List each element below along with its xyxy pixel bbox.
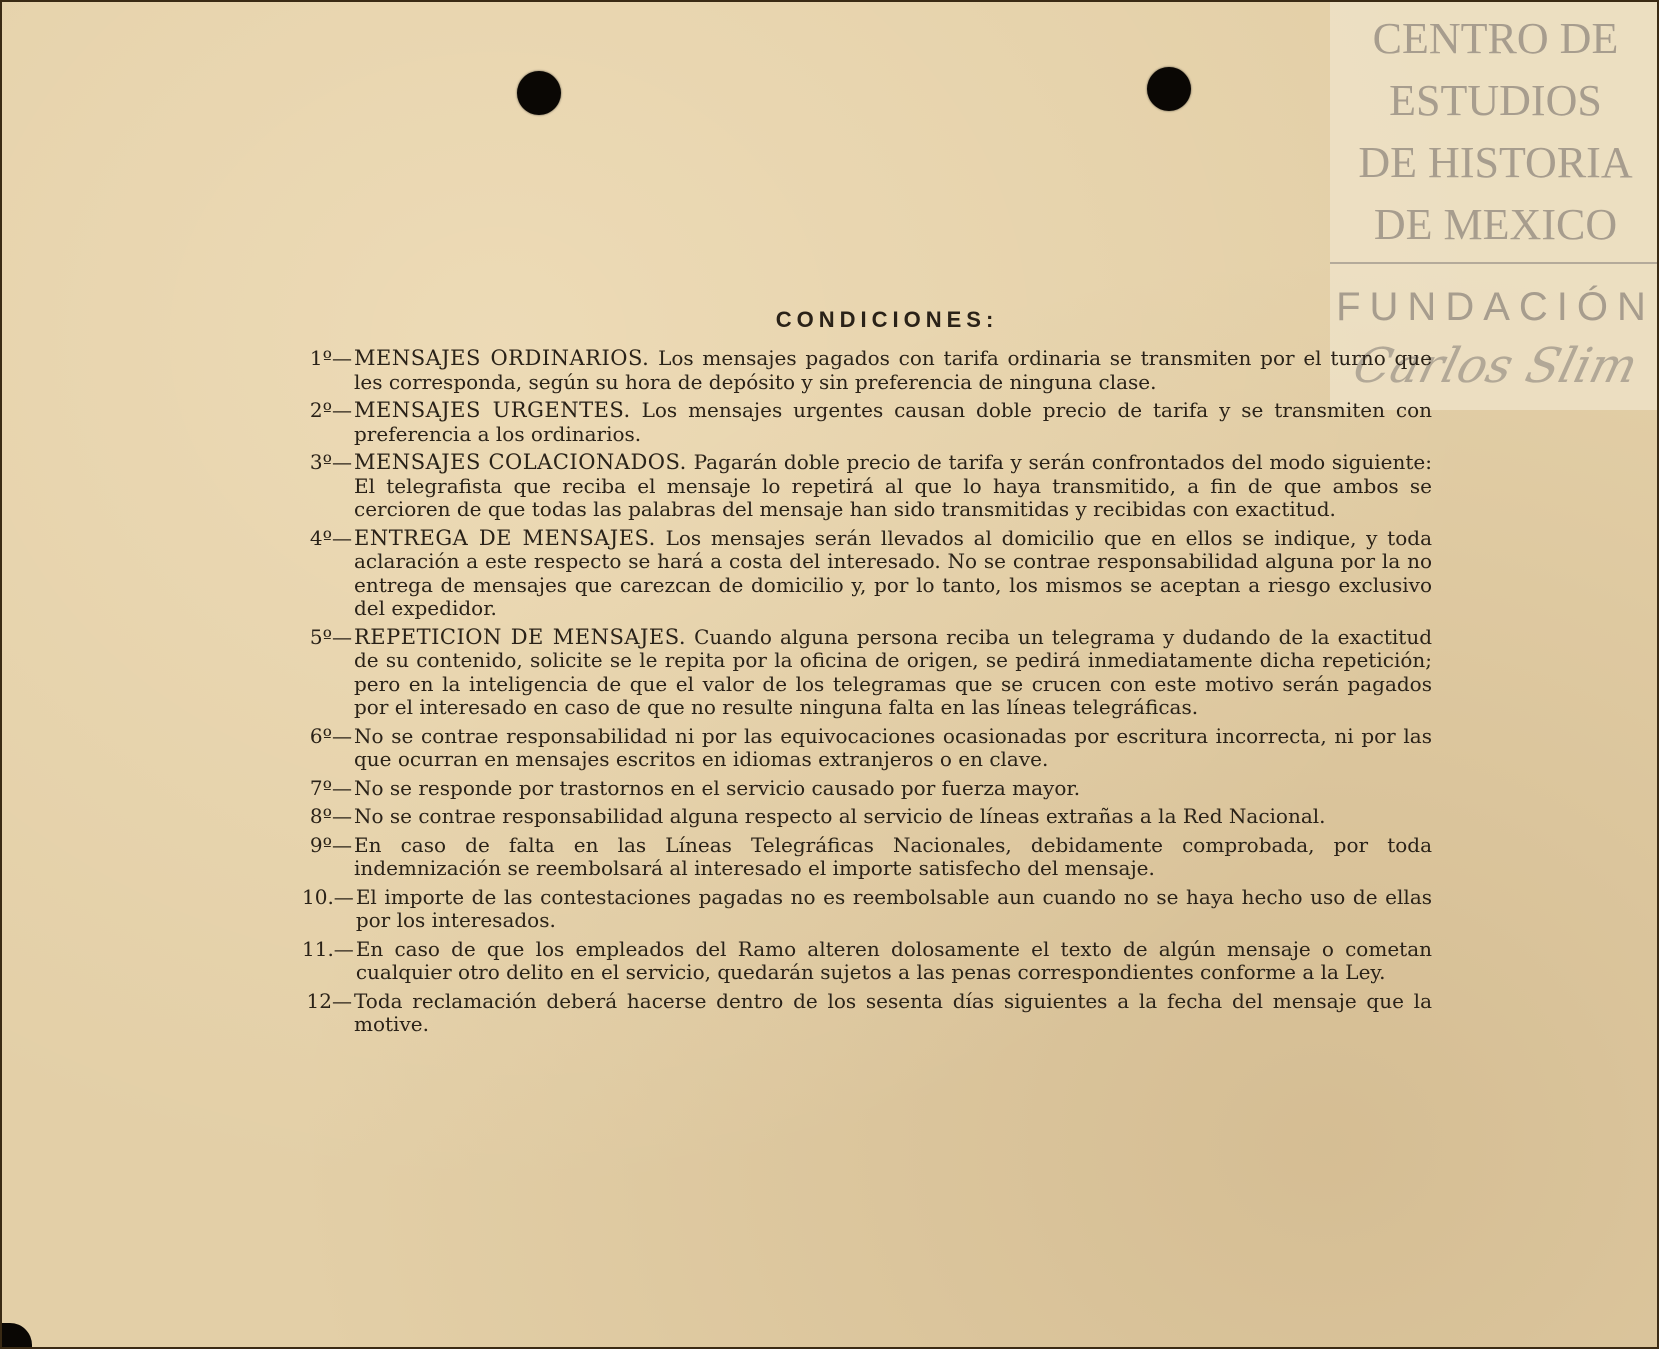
condition-title: REPETICION DE MENSAJES.: [354, 624, 687, 649]
condition-title: MENSAJES URGENTES.: [354, 398, 631, 422]
condition-item: [302, 834, 1432, 881]
condition-body: [354, 725, 1432, 772]
condition-number: 7º—: [309, 775, 352, 800]
condition-body: [354, 399, 1432, 446]
condition-number: 1º—: [309, 346, 352, 370]
condition-text: Los mensajes urgentes causan doble precio de tarifa y se transmiten con preferencia a los ordinarios.: [354, 398, 1433, 446]
condition-number: 6º—: [309, 723, 352, 748]
condition-item: [302, 777, 1432, 801]
condition-item: [302, 527, 1432, 621]
condition-number: 5º—: [309, 624, 352, 649]
conditions-section: [302, 307, 1432, 1042]
condition-body: [354, 777, 1432, 801]
condition-body: [356, 938, 1432, 985]
condition-number: 12—: [306, 988, 352, 1013]
condition-number: 8º—: [309, 804, 352, 828]
condition-item: [302, 805, 1432, 829]
condition-item: [302, 938, 1432, 985]
condition-text: Toda reclamación deberá hacerse dentro de los sesenta días siguientes a la fecha del mensaje que la motive.: [354, 988, 1432, 1036]
condition-number: 2º—: [309, 398, 352, 422]
condition-number: 4º—: [309, 525, 352, 550]
watermark-line: CENTRO DE: [1372, 14, 1619, 63]
condition-item: [302, 626, 1432, 720]
watermark-line: DE MEXICO: [1373, 200, 1618, 249]
condition-number: 9º—: [309, 832, 352, 857]
condition-text: En caso de falta en las Líneas Telegráficas Nacionales, debidamente comprobada, por toda indemnización se reembolsará al interesado el importe satisfecho del mensaje.: [354, 832, 1432, 880]
condition-text: No se contrae responsabilidad ni por las equivocaciones ocasionadas por escritura incorrecta, ni por las que ocurran en mensajes escritos en idiomas extranjeros o en clave.: [354, 723, 1432, 771]
condition-number: 11.—: [302, 936, 354, 961]
condition-item: [302, 347, 1432, 394]
condition-text: Pagarán doble precio de tarifa y serán confrontados del modo siguiente: El telegrafista que reciba el mensaje lo repetirá al que lo haya transmitido, a fin de que ambos se cercioren de que todas las palabras del mensaje han sido transmitidas y recibidas con exactitud.: [354, 450, 1433, 521]
condition-body: [354, 527, 1432, 621]
condition-text: Los mensajes serán llevados al domicilio que en ellos se indique, y toda aclaración a este respecto se hará a costa del interesado. No se contrae responsabilidad alguna por la no entrega de mensajes que carezcan de domicilio y, por lo tanto, los mismos se aceptan a riesgo exclusivo del expedidor.: [354, 525, 1432, 620]
condition-title: MENSAJES COLACIONADOS.: [354, 450, 687, 474]
condition-title: ENTREGA DE MENSAJES.: [354, 525, 656, 550]
condition-text: Los mensajes pagados con tarifa ordinaria se transmiten por el turno que les corresponda, según su hora de depósito y sin preferencia de ninguna clase.: [354, 346, 1433, 394]
condition-item: [302, 990, 1432, 1037]
condition-body: [354, 347, 1432, 394]
condition-title: MENSAJES ORDINARIOS.: [354, 346, 650, 370]
watermark-divider: [1330, 262, 1659, 264]
punch-hole-right: [1147, 67, 1191, 111]
watermark-line: DE HISTORIA: [1358, 138, 1633, 187]
condition-number: 3º—: [309, 450, 352, 474]
condition-body: [354, 626, 1432, 720]
condition-body: [354, 834, 1432, 881]
condition-body: [354, 990, 1432, 1037]
condition-text: Cuando alguna persona reciba un telegrama y dudando de la exactitud de su contenido, solicite se le repita por la oficina de origen, se pedirá inmediatamente dicha repetición; pero en la inteligencia de que el valor de los telegramas que se crucen con este motivo serán pagados por el interesado en caso de que no resulte ninguna falta en las líneas telegráficas.: [354, 624, 1432, 719]
condition-text: En caso de que los empleados del Ramo alteren dolosamente el texto de algún mensaje o cometan cualquier otro delito en el servicio, quedarán sujetos a las penas correspondientes conforme a la Ley.: [355, 936, 1432, 984]
condition-item: [302, 399, 1432, 446]
condition-text: No se responde por trastornos en el servicio causado por fuerza mayor.: [354, 775, 1081, 800]
condition-text: No se contrae responsabilidad alguna respecto al servicio de líneas extrañas a la Red Nacional.: [354, 804, 1326, 828]
condition-body: [356, 886, 1432, 933]
punch-hole-left: [517, 71, 561, 115]
condition-number: 10.—: [302, 884, 354, 909]
watermark-foundation: FUNDACIÓN: [1336, 285, 1655, 329]
conditions-heading: CONDICIONES:: [775, 307, 999, 332]
watermark-signature: Carlos Slim: [1347, 338, 1644, 394]
condition-body: [354, 451, 1432, 522]
condition-text: El importe de las contestaciones pagadas no es reembolsable aun cuando no se haya hecho uso de ellas por los interesados.: [355, 884, 1432, 932]
condition-item: [302, 451, 1432, 522]
watermark-line: ESTUDIOS: [1389, 76, 1602, 125]
condition-item: [302, 725, 1432, 772]
torn-corner: [2, 1323, 32, 1347]
condition-item: [302, 886, 1432, 933]
condition-body: [354, 805, 1432, 829]
